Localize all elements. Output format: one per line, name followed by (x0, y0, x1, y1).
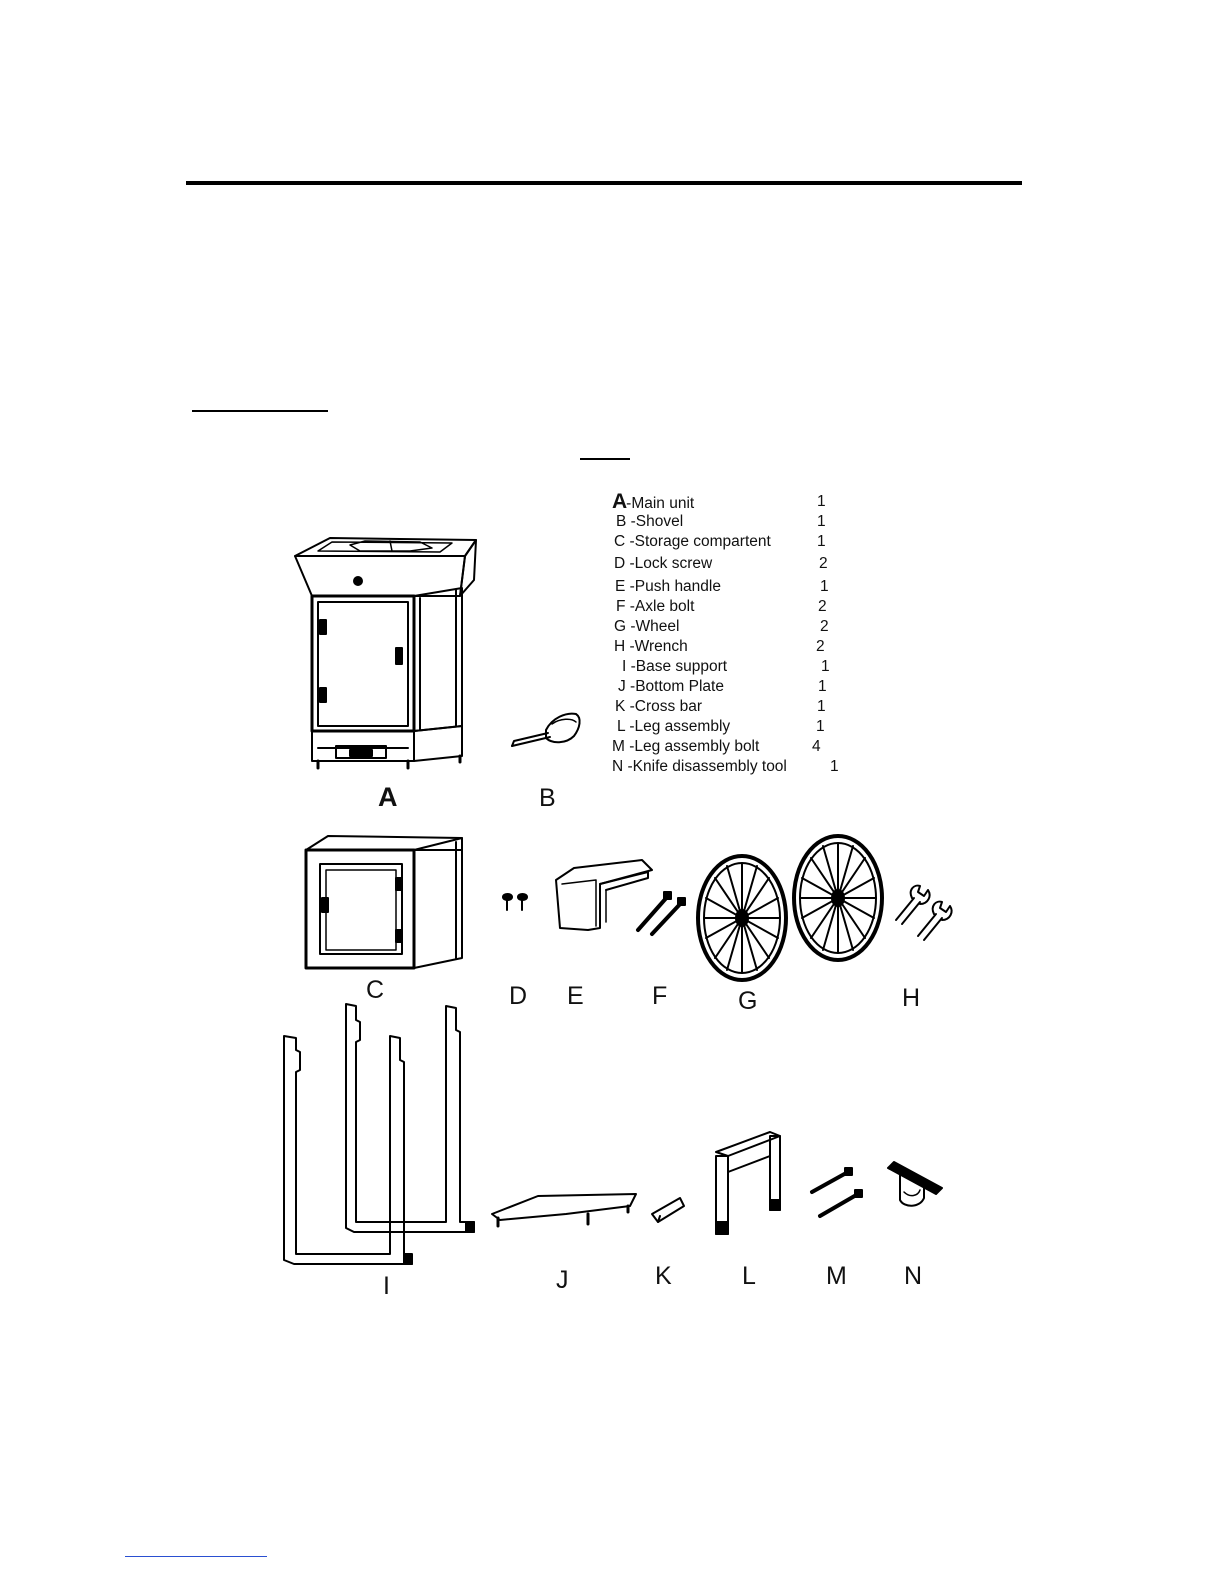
label-m: M (826, 1262, 847, 1290)
knife-tool-drawing (888, 1162, 942, 1206)
part-b-name: B -Shovel (616, 513, 684, 530)
part-b-qty: 1 (817, 513, 826, 530)
part-f-name: F -Axle bolt (616, 598, 695, 615)
part-j-qty: 1 (818, 678, 827, 695)
part-e-name: E -Push handle (615, 578, 721, 595)
part-g-qty: 2 (820, 618, 829, 635)
part-n-name: N -Knife disassembly tool (612, 758, 787, 775)
label-k: K (655, 1262, 672, 1290)
part-a-letter: A (612, 490, 627, 513)
leg-assembly-drawing (716, 1132, 780, 1234)
label-g: G (738, 987, 758, 1015)
part-f-qty: 2 (818, 598, 827, 615)
label-a: A (378, 782, 398, 812)
main-unit-drawing (295, 538, 476, 768)
part-k-name: K -Cross bar (615, 698, 702, 715)
bottom-plate-drawing (492, 1194, 636, 1226)
label-l: L (742, 1262, 756, 1290)
part-l-qty: 1 (816, 718, 825, 735)
cross-bar-drawing (652, 1198, 684, 1222)
part-m-name: M -Leg assembly bolt (612, 738, 760, 755)
part-i-qty: 1 (821, 658, 830, 675)
lock-screw-drawing (503, 894, 527, 910)
shovel-drawing (512, 714, 580, 746)
part-c-name: C -Storage compartent (614, 533, 771, 550)
label-n: N (904, 1262, 923, 1290)
label-d: D (509, 982, 528, 1010)
label-i: I (383, 1272, 390, 1300)
label-c: C (366, 976, 385, 1004)
base-support-drawing (284, 1004, 474, 1264)
part-d-qty: 2 (819, 555, 828, 572)
label-j: J (556, 1266, 569, 1294)
leg-assembly-bolt-drawing (812, 1168, 862, 1216)
part-a-qty: 1 (817, 493, 826, 510)
axle-bolt-drawing (638, 892, 685, 934)
label-h: H (902, 984, 921, 1012)
part-c-qty: 1 (817, 533, 826, 550)
part-g-name: G -Wheel (614, 618, 680, 635)
wrench-drawing (896, 886, 952, 940)
storage-compartment-drawing (306, 836, 462, 968)
part-l-name: L -Leg assembly (617, 718, 731, 735)
part-m-qty: 4 (812, 738, 821, 755)
label-e: E (567, 982, 584, 1010)
part-d-name: D -Lock screw (614, 555, 713, 572)
part-a-name: -Main unit (626, 495, 695, 512)
part-e-qty: 1 (820, 578, 829, 595)
part-i-name: I -Base support (622, 658, 728, 675)
part-k-qty: 1 (817, 698, 826, 715)
push-handle-drawing (556, 860, 652, 930)
part-n-qty: 1 (830, 758, 839, 775)
wheel-drawing (698, 836, 882, 980)
part-h-qty: 2 (816, 638, 825, 655)
part-j-name: J -Bottom Plate (618, 678, 724, 695)
label-b: B (539, 784, 556, 812)
part-h-name: H -Wrench (614, 638, 688, 655)
label-f: F (652, 982, 668, 1010)
